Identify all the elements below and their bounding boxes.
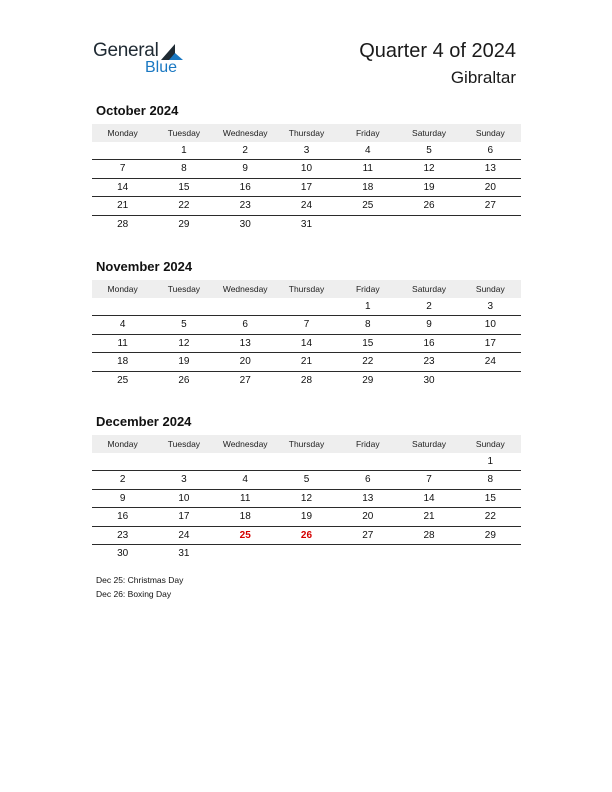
- day-cell: [276, 298, 337, 315]
- title-block: [359, 38, 516, 90]
- weekday-label: Wednesday: [222, 128, 268, 138]
- day-cell: 21: [423, 511, 435, 523]
- day-cell: 29: [362, 374, 374, 386]
- day-cell: [460, 216, 521, 233]
- day-cell: [92, 142, 153, 159]
- day-cell: 31: [178, 547, 190, 559]
- day-cell: 18: [239, 511, 251, 523]
- day-cell: 12: [300, 492, 313, 504]
- day-cell: 4: [242, 474, 248, 486]
- weekday-label: Friday: [355, 439, 380, 449]
- day-cell: [92, 298, 153, 315]
- day-cell: 3: [181, 474, 187, 486]
- week-row: [92, 335, 521, 353]
- day-cell: 18: [117, 356, 129, 368]
- day-cell: 12: [178, 337, 190, 349]
- day-cell: 6: [487, 145, 494, 156]
- month-title: November 2024: [96, 259, 193, 274]
- day-cell: 6: [364, 474, 371, 486]
- day-cell: 9: [119, 492, 126, 504]
- logo-triangle-icon: [161, 44, 183, 60]
- day-cell: 6: [242, 319, 248, 331]
- weekday-label: Saturday: [412, 128, 447, 138]
- weekday-label: Friday: [355, 128, 380, 138]
- week-row: [92, 160, 521, 178]
- weekday-label: Saturday: [412, 439, 447, 449]
- holiday-notes: [96, 573, 183, 601]
- day-cell: 3: [487, 301, 494, 312]
- day-cell: 5: [426, 145, 432, 156]
- day-cell: 24: [300, 200, 313, 212]
- weekday-label: Thursday: [288, 439, 325, 449]
- day-cell: 19: [300, 511, 313, 523]
- day-cell: [92, 453, 153, 470]
- week-row: [92, 353, 521, 371]
- day-cell: 2: [242, 145, 248, 156]
- day-cell: 9: [426, 319, 432, 331]
- day-cell: 28: [423, 529, 435, 541]
- holiday-note: Dec 26: Boxing Day: [96, 589, 172, 599]
- day-cell: [460, 545, 521, 562]
- day-cell: 30: [117, 547, 129, 559]
- day-cell: [337, 545, 398, 562]
- weekday-label: Wednesday: [222, 439, 268, 449]
- weekday-label: Monday: [107, 128, 138, 138]
- day-cell: [276, 453, 337, 470]
- day-cell: [460, 372, 521, 389]
- day-cell: 22: [362, 356, 374, 368]
- weekday-header: [92, 124, 521, 142]
- day-cell: 12: [423, 163, 435, 175]
- day-cell: 1: [487, 456, 494, 467]
- month-title: October 2024: [96, 103, 179, 118]
- week-row: [92, 508, 521, 526]
- day-cell: 21: [300, 356, 313, 368]
- day-cell: 10: [300, 163, 313, 175]
- day-cell: 2: [426, 301, 432, 312]
- week-row: [92, 471, 521, 489]
- weekday-label: Monday: [107, 439, 138, 449]
- day-cell: 19: [178, 356, 190, 368]
- week-row: [92, 372, 521, 389]
- day-cell: [398, 216, 459, 233]
- day-cell: [337, 216, 398, 233]
- day-cell: 11: [362, 163, 373, 175]
- day-cell: 14: [117, 181, 129, 193]
- weekday-header: [92, 435, 521, 453]
- week-row: [92, 197, 521, 215]
- day-cell: 4: [364, 145, 371, 156]
- week-row: [92, 527, 521, 545]
- week-row: [92, 545, 521, 562]
- day-cell: 9: [242, 163, 248, 175]
- day-cell: 24: [484, 356, 496, 368]
- weekday-label: Sunday: [475, 284, 505, 294]
- week-row: [92, 216, 521, 233]
- day-cell: 5: [303, 474, 310, 486]
- weekday-label: Sunday: [475, 128, 505, 138]
- day-cell: [215, 545, 276, 562]
- day-cell: 28: [117, 218, 129, 230]
- day-cell: 11: [117, 337, 128, 349]
- day-cell: 15: [484, 492, 496, 504]
- week-row: [92, 179, 521, 197]
- day-cell: 26: [300, 529, 313, 541]
- week-row: [92, 316, 521, 334]
- day-cell: 13: [239, 337, 251, 349]
- day-cell: 23: [239, 200, 251, 212]
- day-cell: 26: [178, 374, 190, 386]
- month-calendar: [92, 413, 521, 562]
- day-cell: 20: [239, 356, 251, 368]
- day-cell: 30: [423, 374, 435, 386]
- day-cell: 14: [423, 492, 435, 504]
- day-cell: 2: [119, 474, 126, 486]
- holiday-note: Dec 25: Christmas Day: [96, 575, 184, 585]
- day-cell: 29: [484, 529, 496, 541]
- day-cell: 16: [239, 181, 251, 193]
- day-cell: 30: [239, 218, 251, 230]
- day-cell: 27: [484, 200, 496, 212]
- weekday-label: Sunday: [475, 439, 505, 449]
- day-cell: 20: [484, 181, 496, 193]
- weekday-header: [92, 280, 521, 298]
- day-cell: 13: [484, 163, 496, 175]
- day-cell: 4: [119, 319, 126, 331]
- weekday-label: Monday: [107, 284, 138, 294]
- day-cell: [337, 453, 398, 470]
- weekday-label: Tuesday: [167, 284, 201, 294]
- day-cell: 27: [362, 529, 374, 541]
- day-cell: 23: [423, 356, 435, 368]
- day-cell: 25: [362, 200, 374, 212]
- day-cell: [276, 545, 337, 562]
- logo-word-general: General: [93, 40, 159, 61]
- day-cell: 16: [423, 337, 435, 349]
- day-cell: 28: [300, 374, 313, 386]
- weekday-label: Tuesday: [167, 128, 201, 138]
- day-cell: 15: [362, 337, 374, 349]
- weekday-label: Thursday: [288, 284, 325, 294]
- day-cell: 7: [426, 474, 432, 486]
- country-name: Gibraltar: [450, 68, 516, 87]
- day-cell: 16: [117, 511, 129, 523]
- weekday-label: Saturday: [412, 284, 447, 294]
- day-cell: 8: [364, 319, 371, 331]
- day-cell: 3: [303, 145, 310, 156]
- day-cell: 22: [484, 511, 496, 523]
- week-row: [92, 453, 521, 471]
- week-row: [92, 490, 521, 508]
- day-cell: 8: [181, 163, 187, 175]
- weekday-label: Friday: [355, 284, 380, 294]
- logo-word-blue: Blue: [145, 59, 178, 76]
- day-cell: 1: [181, 145, 187, 156]
- month-title: December 2024: [96, 414, 192, 429]
- day-cell: [215, 453, 276, 470]
- day-cell: 29: [178, 218, 190, 230]
- day-cell: 8: [487, 474, 494, 486]
- day-cell: 18: [362, 181, 374, 193]
- day-cell: [153, 298, 214, 315]
- day-cell: 31: [300, 218, 313, 230]
- weekday-label: Wednesday: [222, 284, 268, 294]
- month-calendar: [92, 102, 521, 233]
- day-cell: [153, 453, 214, 470]
- weekday-label: Tuesday: [167, 439, 201, 449]
- week-row: [92, 298, 521, 316]
- day-cell: 11: [240, 492, 251, 504]
- day-cell: 17: [484, 337, 496, 349]
- day-cell: 20: [362, 511, 374, 523]
- day-cell: 5: [181, 319, 187, 331]
- day-cell: 10: [178, 492, 190, 504]
- day-cell: 15: [178, 181, 190, 193]
- day-cell: 17: [300, 181, 313, 193]
- day-cell: 23: [117, 529, 129, 541]
- day-cell: 22: [178, 200, 190, 212]
- day-cell: 19: [423, 181, 435, 193]
- day-cell: 21: [117, 200, 129, 212]
- month-calendar: [92, 258, 521, 389]
- day-cell: 7: [119, 163, 126, 175]
- day-cell: 25: [239, 529, 251, 541]
- day-cell: 1: [364, 301, 371, 312]
- day-cell: 10: [484, 319, 496, 331]
- day-cell: 17: [178, 511, 190, 523]
- day-cell: 24: [178, 529, 190, 541]
- day-cell: [215, 298, 276, 315]
- day-cell: [398, 453, 459, 470]
- page-title: Quarter 4 of 2024: [359, 40, 516, 62]
- day-cell: 13: [362, 492, 374, 504]
- generalblue-logo: [93, 40, 193, 80]
- day-cell: 27: [239, 374, 251, 386]
- week-row: [92, 142, 521, 160]
- day-cell: 14: [300, 337, 313, 349]
- day-cell: 7: [303, 319, 310, 331]
- weekday-label: Thursday: [288, 128, 325, 138]
- day-cell: 25: [117, 374, 129, 386]
- day-cell: [398, 545, 459, 562]
- day-cell: 26: [423, 200, 435, 212]
